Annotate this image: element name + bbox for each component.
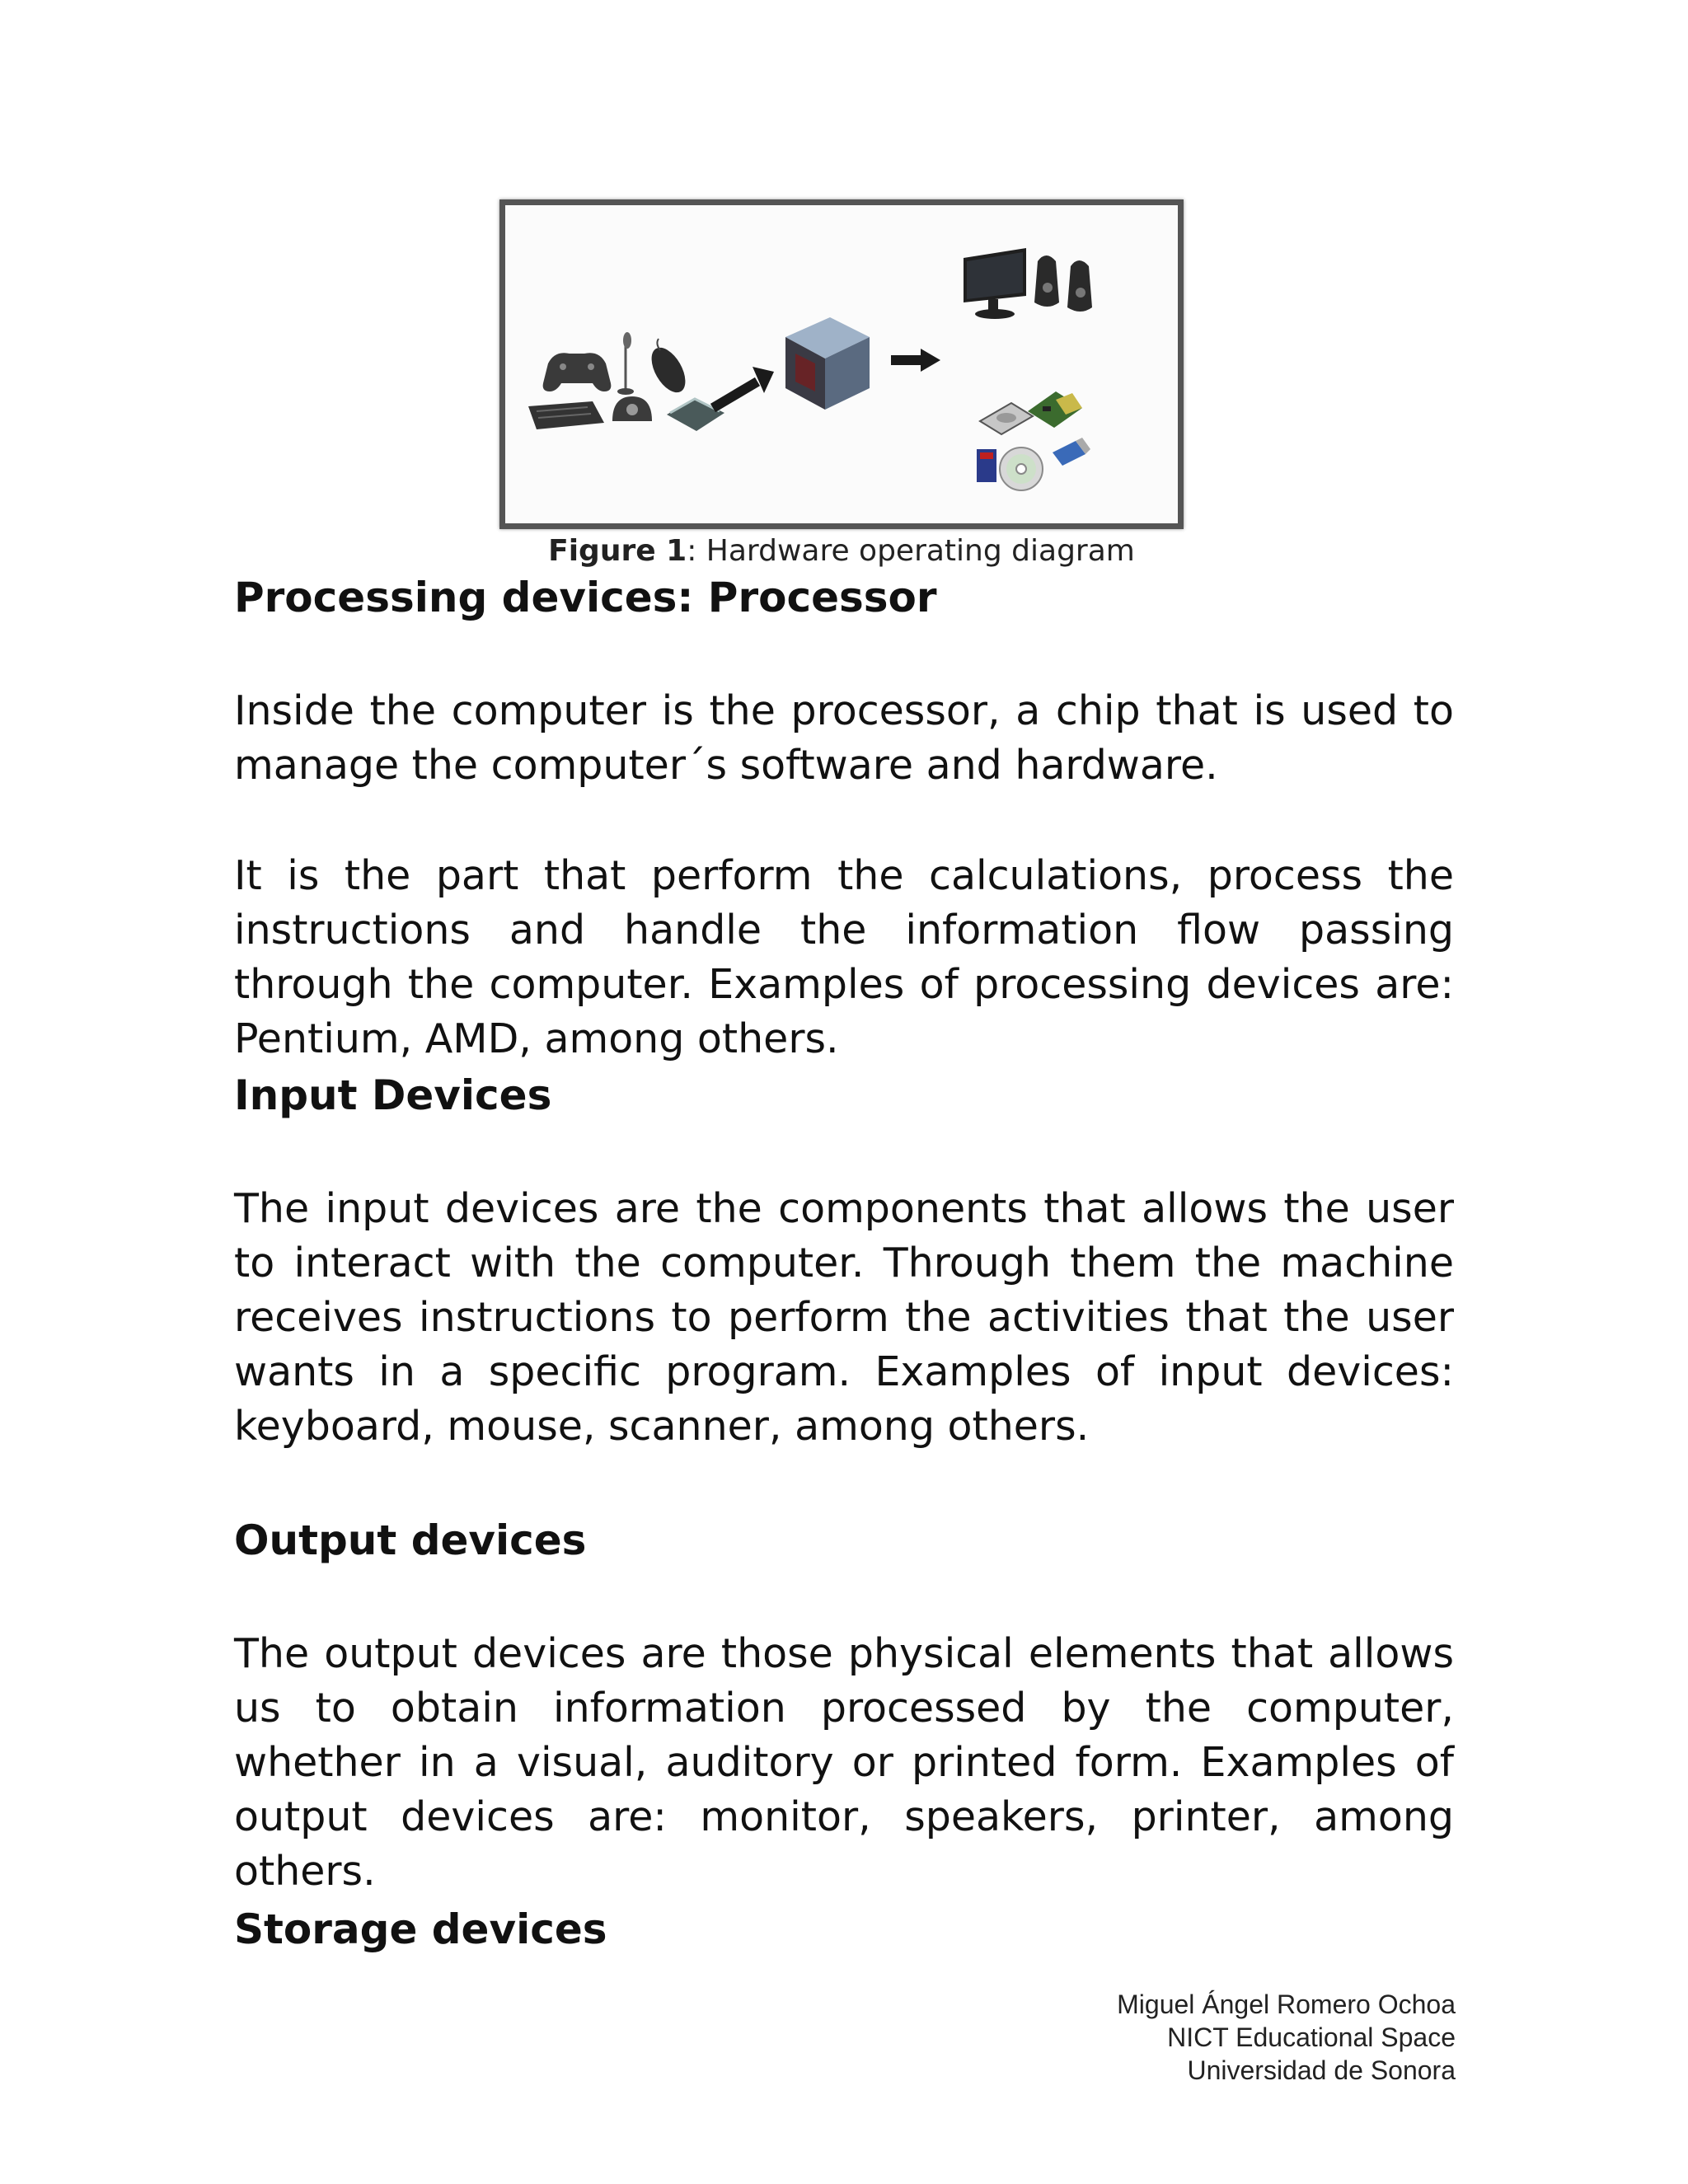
memory-card-icon bbox=[977, 449, 996, 482]
figure-caption bbox=[499, 534, 1184, 568]
monitor-icon bbox=[964, 248, 1026, 319]
paragraph-output-devices: The output devices are those physical elements that allows us to obtain information processed by the computer, whether in a visual, auditory or printed form. Examples of output devices are: monitor, speakers, printer, among others. bbox=[234, 1630, 1454, 1895]
paragraph-input-devices: The input devices are the components that allows the user to interact with the computer. Through them the machine receives instructions to perform the activities that the user wants in a specific program. Examples of input devices: keyboard, mouse, scanner, among others. bbox=[234, 1185, 1454, 1450]
computer-tower-icon bbox=[785, 317, 870, 410]
footer-author: Miguel Ángel Romero Ochoa bbox=[1117, 1990, 1456, 2019]
footer-university: Universidad de Sonora bbox=[1187, 2055, 1456, 2085]
arrow-right-icon bbox=[713, 367, 774, 408]
paragraph-processor-intro: Inside the computer is the processor, a chip that is used to manage the computer´s software and hardware. bbox=[234, 687, 1454, 789]
section-title-input: Input Devices bbox=[234, 1071, 552, 1119]
microphone-icon bbox=[617, 332, 634, 395]
keyboard-icon bbox=[528, 401, 604, 429]
cd-disc-icon bbox=[1000, 448, 1043, 490]
arrow-right-icon bbox=[891, 349, 940, 372]
section-title-storage: Storage devices bbox=[234, 1905, 607, 1953]
speaker-icon bbox=[1034, 255, 1092, 312]
hardware-diagram-figure bbox=[499, 199, 1184, 529]
footer-organization: NICT Educational Space bbox=[1167, 2022, 1456, 2052]
figure-caption-text: : Hardware operating diagram bbox=[687, 534, 1135, 568]
figure-label: Figure 1 bbox=[548, 534, 687, 568]
hardware-diagram bbox=[505, 205, 1178, 523]
section-title-output: Output devices bbox=[234, 1516, 587, 1564]
mouse-icon bbox=[645, 339, 692, 398]
paragraph-processor-details: It is the part that perform the calculations, process the instructions and handle the information flow passing through the computer. Examples of processing devices are: Pentium, AMD, among others. bbox=[234, 852, 1454, 1062]
section-title-processing: Processing devices: Processor bbox=[234, 574, 937, 621]
page-footer bbox=[1117, 1988, 1456, 2087]
hard-drive-icon bbox=[980, 403, 1033, 434]
gamepad-icon bbox=[543, 353, 612, 391]
usb-drive-icon bbox=[1053, 438, 1090, 466]
circuit-board-icon bbox=[1028, 391, 1082, 428]
webcam-icon bbox=[612, 396, 652, 421]
